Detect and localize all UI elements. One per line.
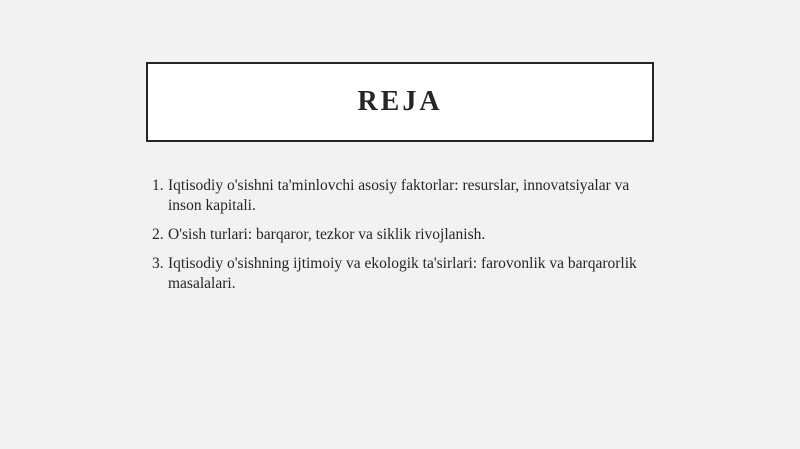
list-item-text: O'sish turlari: barqaror, tezkor va siklik rivojlanish. — [168, 226, 486, 243]
slide-title: REJA — [357, 86, 443, 117]
list-item — [152, 176, 662, 216]
list-item-number: 2. — [152, 226, 164, 243]
list-item-text: Iqtisodiy o'sishning ijtimoiy va ekologik ta'sirlari: farovonlik va barqarorlik masalalari. — [168, 255, 637, 292]
list-item-number: 1. — [152, 177, 164, 194]
list-item-text: Iqtisodiy o'sishni ta'minlovchi asosiy faktorlar: resurslar, innovatsiyalar va inson kapitali. — [168, 177, 630, 214]
list-item — [152, 254, 662, 294]
list-item-number: 3. — [152, 255, 164, 272]
plan-list — [152, 176, 662, 303]
list-item — [152, 225, 662, 245]
title-box — [146, 62, 654, 142]
